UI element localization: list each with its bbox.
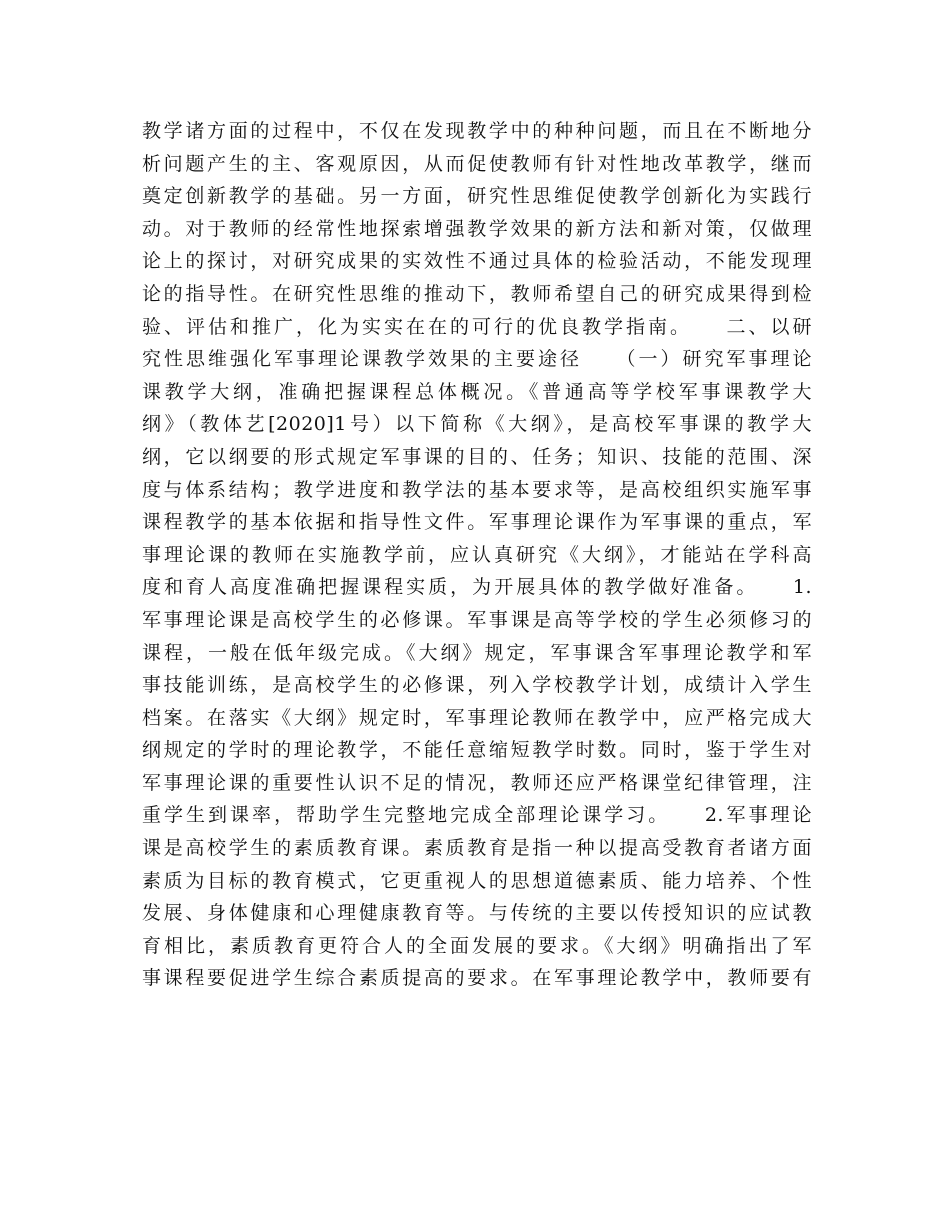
text-line: 军事理论课的重要性认识不足的情况，教师还应严格课堂纪律管理，注: [142, 771, 812, 794]
text-line: 验、评估和推广，化为实实在在的可行的优良教学指南。 二、以研: [142, 315, 812, 338]
text-line: 事技能训练，是高校学生的必修课，列入学校教学计划，成绩计入学生: [142, 674, 812, 697]
text-line: 课是高校学生的素质教育课。素质教育是指一种以提高受教育者诸方面: [142, 837, 812, 860]
text-line: 纲，它以纲要的形式规定军事课的目的、任务；知识、技能的范围、深: [142, 445, 812, 468]
text-line: 动。对于教师的经常性地探索增强教学效果的新方法和新对策，仅做理: [142, 217, 812, 240]
text-line: 育相比，素质教育更符合人的全面发展的要求。《大纲》明确指出了军: [142, 934, 812, 957]
text-line: 论上的探讨，对研究成果的实效性不通过具体的检验活动，不能发现理: [142, 250, 812, 273]
text-line: 纲》（教体艺[2020]1号）以下简称《大纲》，是高校军事课的教学大: [142, 413, 812, 436]
text-line: 军事理论课是高校学生的必修课。军事课是高等学校的学生必须修习的: [142, 608, 812, 631]
text-line: 课教学大纲，准确把握课程总体概况。《普通高等学校军事课教学大: [142, 380, 812, 403]
body-text: [142, 115, 812, 995]
text-line: 纲规定的学时的理论教学，不能任意缩短教学时数。同时，鉴于学生对: [142, 739, 812, 762]
text-line: 素质为目标的教育模式，它更重视人的思想道德素质、能力培养、个性: [142, 869, 812, 892]
text-line: 教学诸方面的过程中，不仅在发现教学中的种种问题，而且在不断地分: [142, 120, 812, 142]
text-line: 课程教学的基本依据和指导性文件。军事理论课作为军事课的重点，军: [142, 511, 812, 534]
text-line: 课程，一般在低年级完成。《大纲》规定，军事课含军事理论教学和军: [142, 641, 812, 664]
text-line: 析问题产生的主、客观原因，从而促使教师有针对性地改革教学，继而: [142, 152, 812, 175]
text-line: 奠定创新教学的基础。另一方面，研究性思维促使教学创新化为实践行: [142, 185, 812, 208]
text-line: 事课程要促进学生综合素质提高的要求。在军事理论教学中，教师要有: [142, 967, 812, 990]
text-line: 档案。在落实《大纲》规定时，军事理论教师在教学中，应严格完成大: [142, 706, 812, 729]
text-line: 事理论课的教师在实施教学前，应认真研究《大纲》，才能站在学科高: [142, 543, 812, 566]
text-line: 究性思维强化军事理论课教学效果的主要途径 （一）研究军事理论: [142, 348, 812, 371]
text-line: 发展、身体健康和心理健康教育等。与传统的主要以传授知识的应试教: [142, 902, 812, 925]
text-line: 度和育人高度准确把握课程实质，为开展具体的教学做好准备。 1.: [142, 576, 812, 599]
text-line: 重学生到课率，帮助学生完整地完成全部理论课学习。 2.军事理论: [142, 804, 812, 827]
text-line: 论的指导性。在研究性思维的推动下，教师希望自己的研究成果得到检: [142, 282, 812, 305]
text-line: 度与体系结构；教学进度和教学法的基本要求等，是高校组织实施军事: [142, 478, 812, 501]
